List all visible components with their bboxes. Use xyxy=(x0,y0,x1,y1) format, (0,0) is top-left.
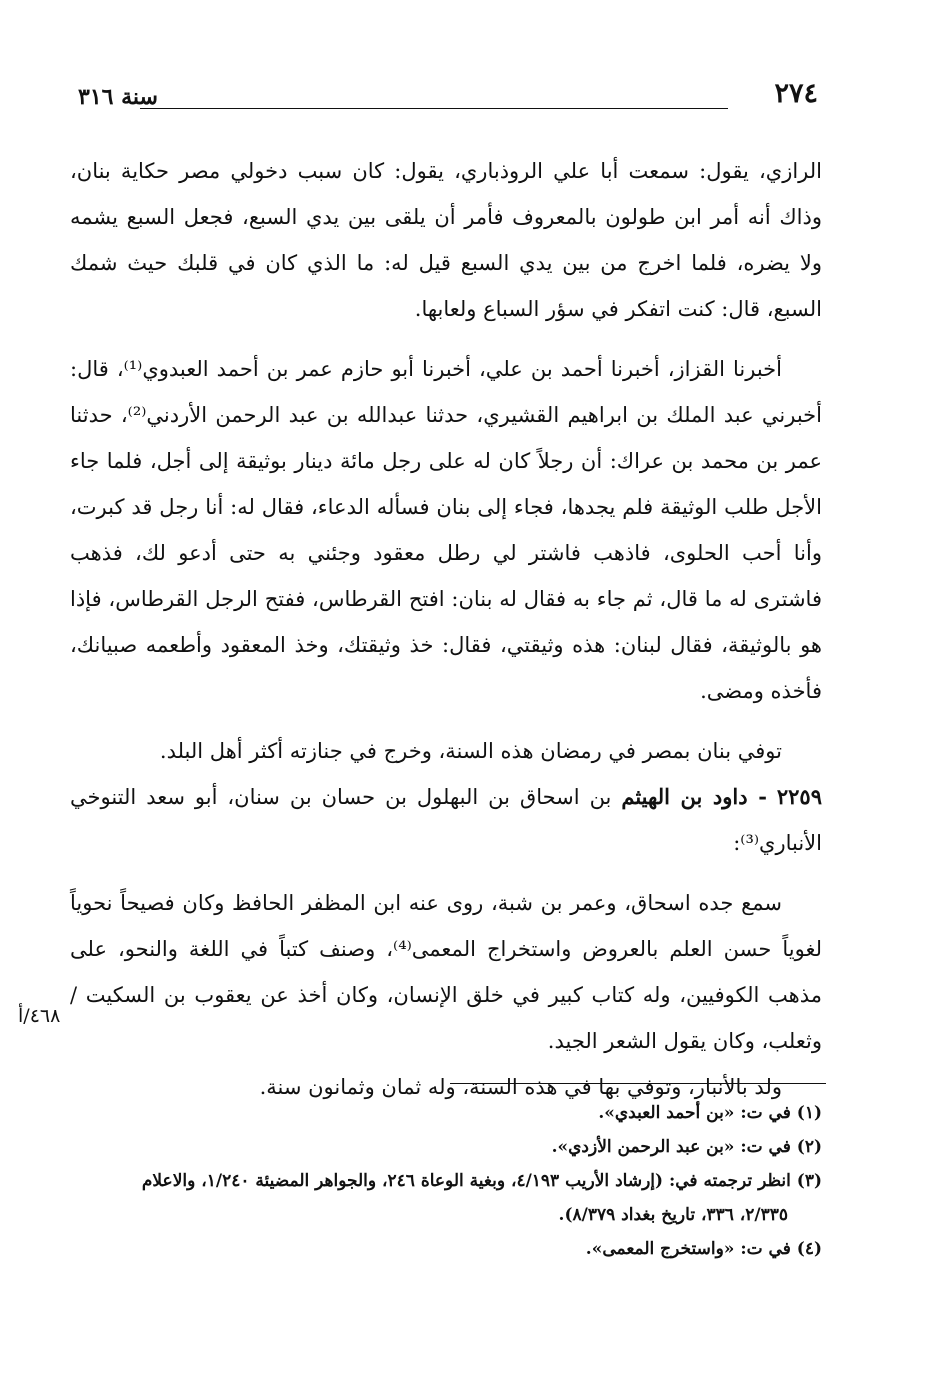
footnotes xyxy=(70,1096,822,1266)
footnote-1: (١) في ت: «بن أحمد العبدي». xyxy=(598,1103,822,1123)
footnote-rule xyxy=(450,1083,826,1084)
paragraph-3: توفي بنان بمصر في رمضان هذه السنة، وخرج في جنازته أكثر أهل البلد. xyxy=(159,739,782,763)
entry-paragraph-1: سمع جده اسحاق، وعمر بن شبة، روى عنه ابن المظفر الحافظ وكان فصيحاً نحوياً لغوياً حسن العلم بالعروض واستخراج المعمى⁽⁴⁾، وصنف كتباً في اللغة والنحو، على مذهب الكوفيين، وله كتاب كبير في خلق الإنسان، وكان أخذ عن يعقوب بن السكيت / وثعلب، وكان يقول الشعر الجيد. xyxy=(70,891,822,1053)
page-header xyxy=(78,78,818,114)
entry-lineage: بن اسحاق بن البهلول بن حسان بن سنان، أبو سعد التنوخي الأنباري⁽³⁾: xyxy=(70,785,822,855)
page-number: ٢٧٤ xyxy=(774,78,818,109)
footnote-3: (٣) انظر ترجمته في: (إرشاد الأريب ٤/١٩٣، وبغية الوعاة ٢٤٦، والجواهر المضيئة ١/٢٤٠، والاعلام xyxy=(141,1171,822,1191)
entry-paragraph-2: ولد بالأنبار، وتوفي بها في هذه السنة، وله ثمان وثمانون سنة. xyxy=(259,1075,782,1099)
entry-name: - داود بن الهيثم xyxy=(621,784,767,809)
footnote-3-continued: ٢/٣٣٥، ٣٣٦، تاريخ بغداد ٨/٣٧٩). xyxy=(558,1205,788,1225)
manuscript-folio-note: ٤٦٨/أ xyxy=(18,1005,61,1027)
paragraph-1: الرازي، يقول: سمعت أبا علي الروذباري، يقول: كان سبب دخولي مصر حكاية بنان، وذاك أنه أمر ابن طولون بالمعروف فأمر أن يلقى بين يدي السبع، فجعل السبع يشمه ولا يضره، فلما اخرج من بين يدي السبع قيل له: ما الذي كان في قلبك حيث شمك السبع، قال: كنت اتفكر في سؤر السباع ولعابها. xyxy=(70,159,822,321)
footnote-4: (٤) في ت: «واستخرج المعمى». xyxy=(585,1239,822,1259)
footnote-2: (٢) في ت: «بن عبد الرحمن الأزدي». xyxy=(551,1137,822,1157)
main-text xyxy=(70,148,822,1110)
paragraph-2: أخبرنا القزاز، أخبرنا أحمد بن علي، أخبرنا أبو حازم عمر بن أحمد العبدوي⁽¹⁾، قال: أخبرني عبد الملك بن ابراهيم القشيري، حدثنا عبدالله بن عبد الرحمن الأردني⁽²⁾، حدثنا عمر بن محمد بن عراك: أن رجلاً كان له على رجل مائة دينار بوثيقة إلى أجل، فلما جاء الأجل طلب الوثيقة فلم يجدها، فجاء إلى بنان فسأله الدعاء، فقال له: أنا رجل قد كبرت، وأنا أحب الحلوى، فاذهب فاشتر لي رطل معقود وجئني به حتى أدعو لك، فذهب فاشترى له ما قال، ثم جاء به فقال له بنان: افتح القرطاس، ففتح الرجل القرطاس، فإذا هو بالوثيقة، فقال لبنان: هذه وثيقتي، فقال: خذ وثيقتك، وخذ المعقود وأطعمه صبيانك، فأخذه ومضى. xyxy=(70,357,822,703)
entry-number: ٢٢٥٩ xyxy=(776,784,822,809)
entry-heading xyxy=(70,774,822,866)
running-head-year: سنة ٣١٦ xyxy=(78,84,158,110)
header-rule xyxy=(140,108,728,109)
